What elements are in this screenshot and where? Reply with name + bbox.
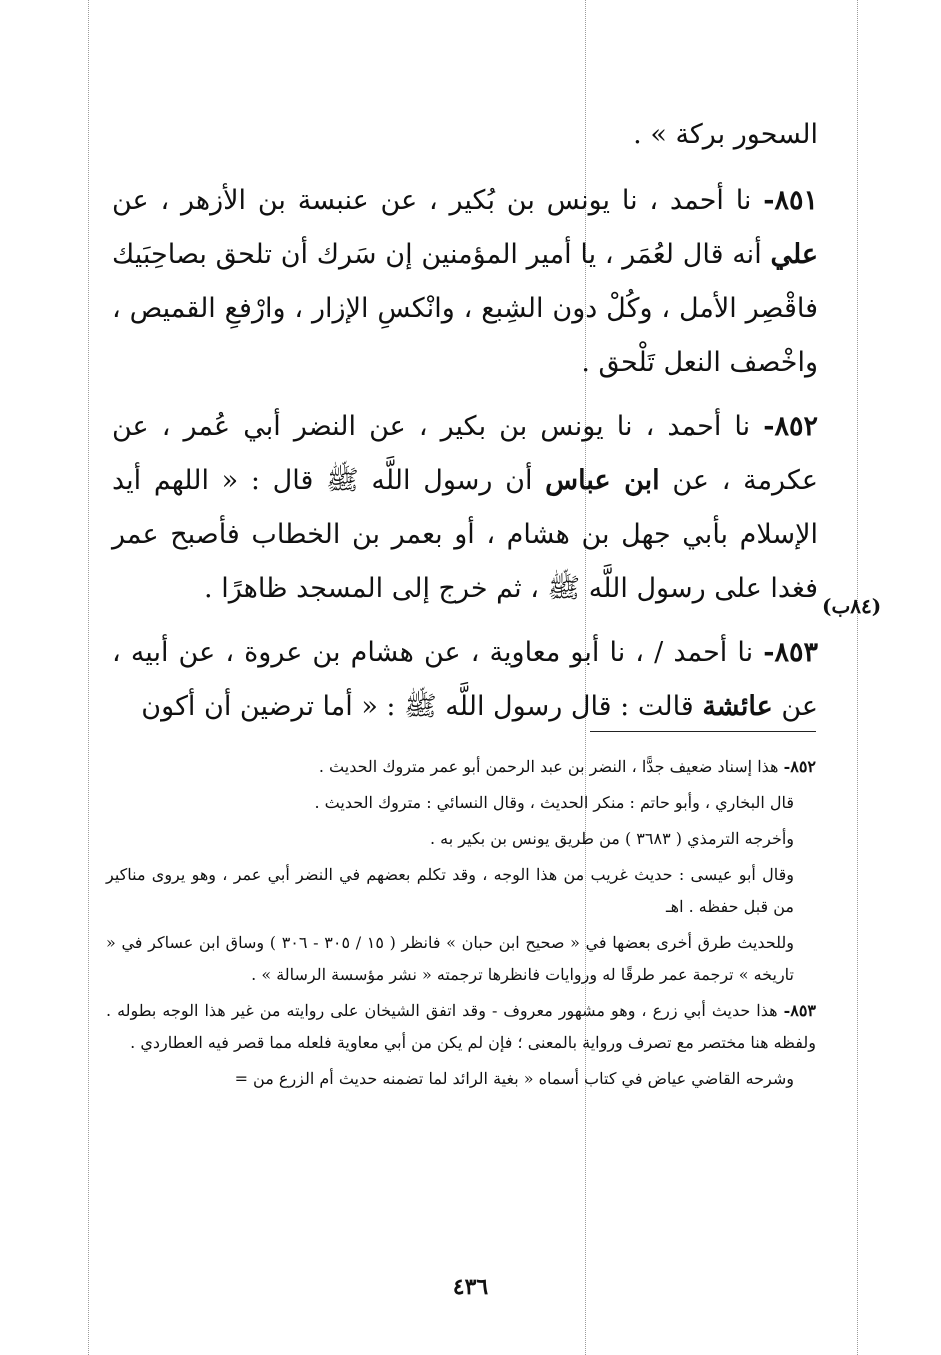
main-text <box>112 108 818 744</box>
narrator-name: ابن عباس <box>545 465 660 496</box>
footnote-paragraph: وأخرجه الترمذي ( ٣٦٨٣ ) من طريق يونس بن بكير به . <box>429 829 794 848</box>
continuation-line: السحور بركة » . <box>633 119 818 150</box>
footnote-853 <box>106 995 816 1059</box>
hadith-text: أنه قال لعُمَر ، يا أمير المؤمنين إن سَرك أن تلحق بصاحِبَيك فاقْصِر الأمل ، وكُلْ دون الشِبع ، وانْكسِ الإزار ، وارْفعِ القميص ، واخْصف النعل تَلْحق . <box>112 239 818 378</box>
narrator-name: عائشة <box>702 691 773 722</box>
narrator-name: علي <box>770 239 818 270</box>
hadith-853 <box>112 626 818 734</box>
footnote-paragraph: وقال أبو عيسى : حديث غريب من هذا الوجه ، وقد تكلم بعضهم في النضر أبي عمر ، وهو يروى مناكير من قبل حفظه . اهـ <box>106 865 794 916</box>
footnote-number: ٨٥٣- <box>783 1001 817 1020</box>
hadith-chain: نا أحمد / ، نا أبو معاوية ، عن هشام بن عروة ، عن أبيه ، عن <box>112 637 818 722</box>
footnote-paragraph: وللحديث طرق أخرى بعضها في « صحيح ابن حبان » فانظر ( ١٥ / ٣٠٥ - ٣٠٦ ) وساق ابن عساكر في « تاريخه » ترجمة عمر طرقًا له وروايات فانظرها ترجمته « نشر مؤسسة الرسالة » . <box>106 933 795 984</box>
hadith-text: قالت : قال رسول اللَّه ﷺ : « أما ترضين أن أكون <box>141 691 694 722</box>
margin-guide-right <box>857 0 858 1355</box>
hadith-chain: نا أحمد ، نا يونس بن بكير ، عن النضر أبي عُمر ، عن عكرمة ، عن <box>112 411 818 496</box>
footnote-paragraph: قال البخاري ، وأبو حاتم : منكر الحديث ، وقال النسائي : متروك الحديث . <box>314 793 794 812</box>
page-number: ٤٣٦ <box>452 1274 489 1300</box>
footnote-852 <box>106 751 816 783</box>
hadith-number: ٨٥١- <box>763 185 818 216</box>
hadith-number: ٨٥٣- <box>763 637 818 668</box>
hadith-text: أن رسول اللَّه ﷺ قال : « اللهم أيد الإسلام بأبي جهل بن هشام ، أو بعمر بن الخطاب فأصبح عمر فغدا على رسول اللَّه ﷺ ، ثم خرج إلى المسجد ظاهرًا . <box>112 465 818 604</box>
margin-guide-left <box>88 0 89 1355</box>
manuscript-folio-note: (٨٤ب) <box>822 594 882 618</box>
footnotes <box>106 751 816 1099</box>
footnote-text: هذا إسناد ضعيف جدًّا ، النضر بن عبد الرحمن أبو عمر متروك الحديث . <box>318 757 779 776</box>
hadith-number: ٨٥٢- <box>763 411 818 442</box>
footnote-divider <box>590 731 816 732</box>
hadith-chain: نا أحمد ، نا يونس بن بُكير ، عن عنبسة بن الأزهر ، عن <box>112 185 752 216</box>
hadith-852 <box>112 400 818 616</box>
footnote-paragraph: وشرحه القاضي عياض في كتاب أسماه « بغية الرائد لما تضمنه حديث أم الزرع من = <box>234 1069 794 1088</box>
hadith-851 <box>112 174 818 390</box>
footnote-number: ٨٥٢- <box>783 757 816 776</box>
footnote-text: هذا حديث أبي زرع ، وهو مشهور معروف - وقد اتفق الشيخان على روايته من غير هذا الوجه بطوله . ولفظه هنا مختصر مع تصرف ورواية بالمعنى ؛ فإن لم يكن من أبي معاوية فلعله مما قصر فيه العطاردي . <box>106 1001 816 1052</box>
